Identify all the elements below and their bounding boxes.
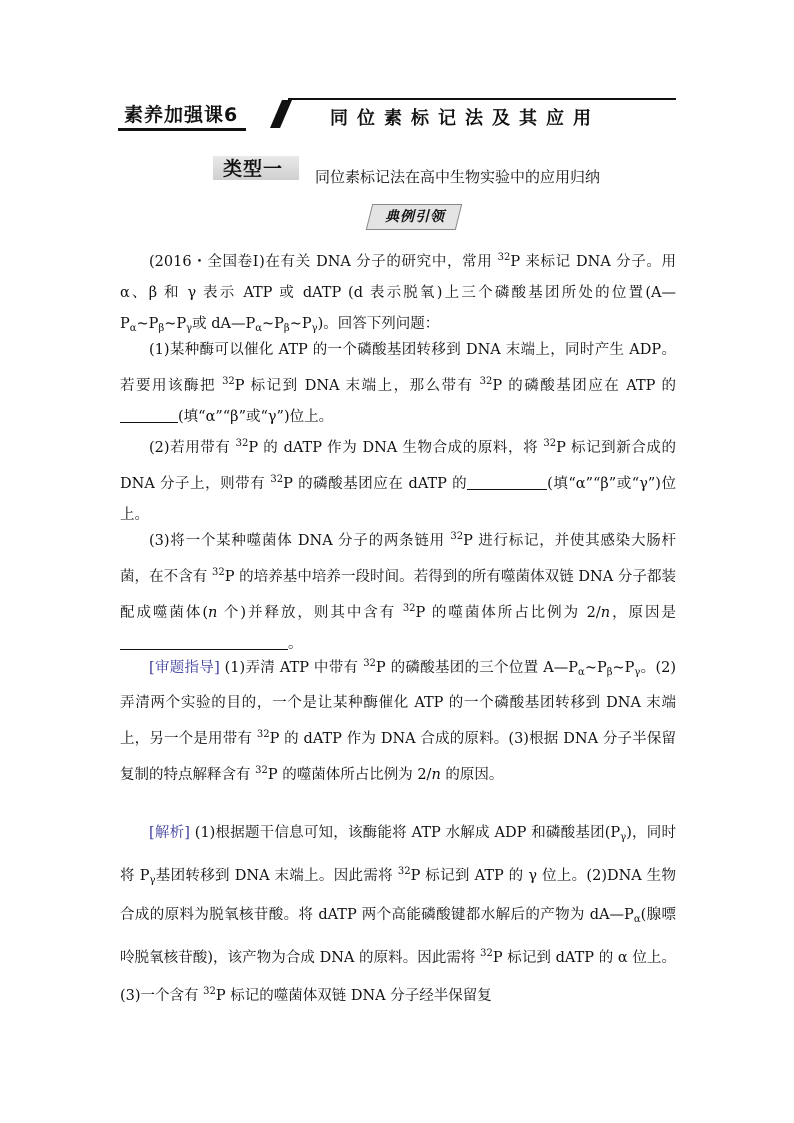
question-intro: (2016・全国卷Ⅰ)在有关 DNA 分子的研究中，常用 $^{32}$P 来标记 DNA 分子。用 α、β 和 γ 表示 ATP 或 dATP (d 表示脱氧)上三个磷酸基团所处的位置($A—P_\alpha\sim P_\beta\sim P_\gamma$或 $dA—P_\alpha\sim P_\beta\sim P_\gamma$)。回答下列问题： [120, 252, 676, 334]
analysis-tag: [解析] [149, 825, 190, 841]
type-title: 同位素标记法在高中生物实验中的应用归纳 [315, 168, 601, 186]
header-rule [288, 98, 676, 100]
guide-tag: [审题指导] [149, 660, 220, 676]
question-part-3: (3)将一个某种噬菌体 DNA 分子的两条链用 $^{32}$P 进行标记，并使其感染大肠杆菌，在不含有 $^{32}$P 的培养基中培养一段时间。若得到的所有噬菌体双链 DNA 分子都装配成噬菌体(n 个)并释放，则其中含有 $^{32}$P 的噬菌体所占比例为 2/n，原因是。 [120, 531, 677, 652]
lesson-header [118, 98, 676, 130]
lesson-label: 素养加强课6 [118, 98, 246, 131]
answer-blank-1[interactable] [120, 406, 178, 423]
analysis-answer: [解析] (1)根据题干信息可知，该酶能将 ATP 水解成 ADP 和磷酸基团$(P_\gamma)$，同时将 $P_\gamma$基团转移到 DNA 末端上。因此需将 $^{32}$P 标记到 ATP 的 γ 位上。(2)DNA 生物合成的原料为脱氧核苷酸。将 dATP 两个高能磷酸键都水解后的产物为 $dA—P_\alpha$(腺嘌呤脱氧核苷酸)，该产物为合成 DNA 的原料。因此需将 $^{32}$P 标记到 dATP 的 α 位上。(3)一个含有 $^{32}$P 标记的噬菌体双链 DNA 分子经半保留复 [120, 825, 676, 1004]
example-badge: 典例引领 [385, 209, 445, 225]
type-label-box [213, 156, 299, 180]
slash-decoration-icon [270, 100, 292, 128]
question-part-1: (1)某种酶可以催化 ATP 的一个磷酸基团转移到 DNA 末端上，同时产生 ADP。若要用该酶把 $^{32}$P 标记到 DNA 末端上，那么带有 $^{32}$P 的磷酸基团应在 ATP 的(填“α”“β”或“γ”)位上。 [120, 342, 676, 425]
type-label: 类型一 [223, 158, 284, 180]
section-type-row [213, 152, 673, 186]
analysis-guide: [审题指导] (1)弄清 ATP 中带有 $^{32}$P 的磷酸基团的三个位置 $A—P_\alpha\sim P_\beta\sim P_\gamma$。(2)弄清两个实验的目的，一个是让某种酶催化 ATP 的一个磷酸基团转移到 DNA 末端上，另一个是用带有 $^{32}$P 的 dATP 作为 DNA 合成的原料。(3)根据 DNA 分子半保留复制的特点解释含有 $^{32}$P 的噬菌体所占比例为 2/n 的原因。 [120, 658, 677, 783]
question-part-2: (2)若用带有 $^{32}$P 的 dATP 作为 DNA 生物合成的原料，将 $^{32}$P 标记到新合成的 DNA 分子上，则带有 $^{32}$P 的磷酸基团应在 dATP 的 (填“α”“β”或“γ”)位上。 [120, 438, 676, 523]
lesson-title: 同位素标记法及其应用 [330, 108, 600, 129]
answer-blank-2[interactable] [467, 473, 547, 490]
